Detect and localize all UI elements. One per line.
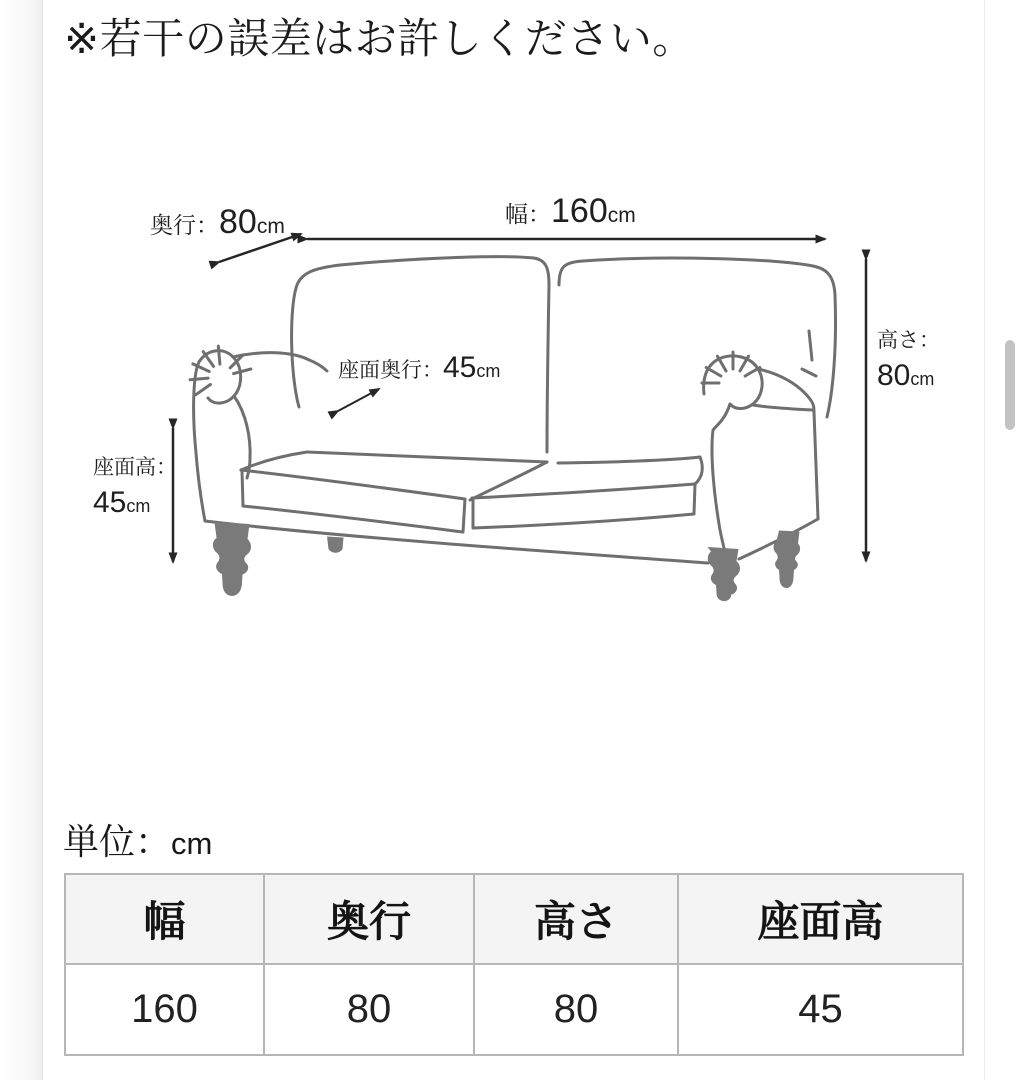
right-arm-outer [758,369,814,411]
right-back-tick [802,369,816,376]
width-unit: cm [607,204,636,227]
size-table-header-height: 高さ [474,874,678,964]
size-table-header-depth: 奥行 [264,874,474,964]
back-cushion-right [559,258,836,417]
sofa-drawing [190,257,835,563]
right-arm-inner [712,404,730,552]
width-label-text: 幅： [505,201,551,227]
height-unit: cm [910,369,935,390]
seat-height-unit: cm [126,496,151,517]
size-table [64,873,964,1056]
depth-label-text: 奥行： [150,212,219,238]
depth-dimension-label [150,203,285,242]
size-table-value-depth: 80 [264,964,474,1055]
depth-value: 80 [219,203,257,241]
size-table-header-width: 幅 [65,874,264,964]
leg-rear-right [708,547,740,601]
height-label-text: 高さ： [877,329,940,352]
unit-note-value: cm [171,826,213,861]
seat-depth-value: 45 [443,351,477,384]
right-back-edge [809,331,812,360]
tolerance-notice: ※若干の誤差はお許しください。 [64,15,695,62]
leg-front-right [774,531,801,589]
base-bottom-edge [205,521,708,563]
seat-height-value: 45 [93,486,127,520]
depth-unit: cm [256,215,285,238]
width-dimension-label [505,192,636,231]
left-arm-front-edge [196,453,205,521]
seat-height-dimension-label [93,456,177,521]
leg-rear-left [327,537,344,553]
seat-right-front-top [472,484,695,498]
height-dimension-label [877,329,940,394]
unit-note [63,814,212,865]
leg-front-left [213,522,251,596]
seat-depth-dimension-label [338,351,500,385]
seat-left-front-top [241,470,465,499]
seat-left-rear-edge [307,452,547,462]
size-table-value-width: 160 [65,964,264,1055]
size-table-value-row [65,964,963,1055]
size-table-value-seat-height: 45 [678,964,963,1055]
dimension-arrows [173,234,866,562]
height-value: 80 [877,359,911,393]
width-value: 160 [551,192,608,230]
seat-right-side-edge [695,457,702,484]
seat-right-rear-edge [558,457,700,463]
sofa-legs [213,522,800,601]
seat-depth-unit: cm [476,361,501,381]
size-table-value-height: 80 [474,964,678,1055]
size-table-header-seat-height: 座面高 [678,874,963,964]
base-right-rear-edge [814,412,818,519]
unit-note-label: 単位： [63,821,172,862]
seat-left-front-face [242,471,465,532]
left-armrest-top [233,353,327,371]
seat-height-label-text: 座面高： [93,456,177,479]
seat-depth-arrow [338,389,379,411]
right-arm-seam [753,405,812,410]
left-arm-pleats [190,346,251,395]
size-table-header-row [65,874,963,964]
seat-depth-label-text: 座面奥行： [338,359,443,382]
